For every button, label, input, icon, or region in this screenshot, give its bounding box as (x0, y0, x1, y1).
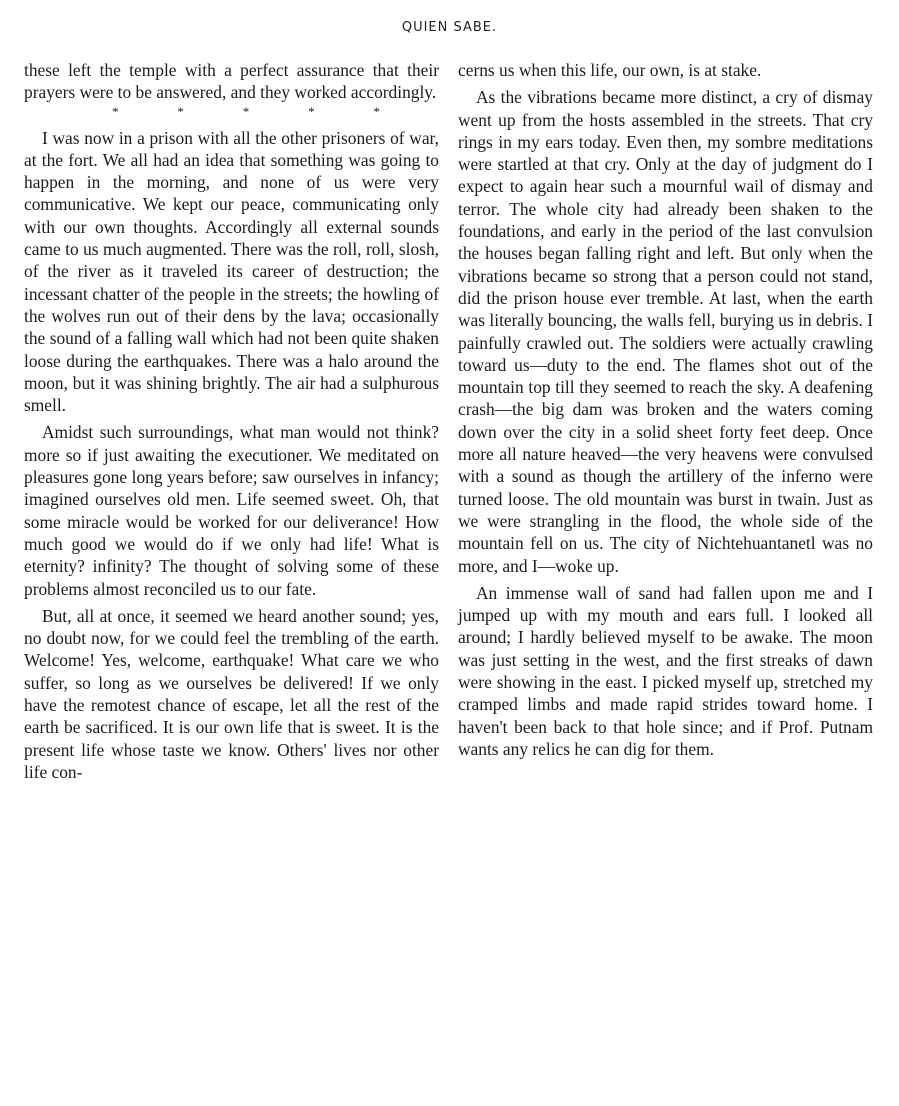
paragraph-left-3: Amidst such surroundings, what man would not think? more so if just awaiting the executioner. We meditated on pleasures gone long years before; saw ourselves in infancy; imagined ourselves old men. Life seemed sweet. Oh, that some miracle would be worked for our deliverance! How much good we would do if we only had life! What is eternity? infinity? The thought of solving some of these problems almost reconciled us to our fate. (24, 422, 439, 599)
running-title: QUIEN SABE. (401, 20, 498, 35)
paragraph-right-2: As the vibrations became more distinct, a cry of dismay went up from the hosts assembled in the streets. That cry rings in my ears today. Even then, my sombre meditations were startled at that cry. Only at the day of judgment do I expect to again hear such a mournful wail of dismay and terror. The whole city had already been shaken to the foundations, and early in the period of the last convulsion the houses began falling right and left. But only when the vibrations became so strong that a person could not stand, did the prison house ever tremble. At last, when the earth was literally bouncing, the walls fell, burying us in debris. I painfully crawled out. The soldiers were actually crawling toward us—duty to the end. The flames shot out of the mountain top till they seemed to reach the sky. A deafening crash—the big dam was broken and the waters coming down over the city in a solid sheet forty feet deep. Once more all nature heaved—the very heavens were convulsed with a sound as though the artillery of the inferno were turned loose. The old mountain was burst in twain. Just as we were strangling in the flood, the whole side of the mountain fell on us. The city of Nichtehuantanetl was no more, and I—woke up. (458, 87, 873, 576)
paragraph-left-2: I was now in a prison with all the other prisoners of war, at the fort. We all had an idea that something was going to happen in the morning, and none of us were very communicative. We kept our peace, communicating only with our own thoughts. Accordingly all external sounds came to us much augmented. There was the roll, roll, slosh, of the river as it traveled its career of destruction; the incessant chatter of the people in the streets; the howling of the wolves run out of their dens by the lava; occasionally the sound of a falling wall which had not been quite shaken loose during the earthquakes. There was a halo around the moon, but it was shining brightly. The air had a sulphurous smell. (24, 127, 439, 416)
asterisk: * (373, 103, 380, 119)
asterisk: * (177, 103, 184, 119)
asterisk: * (112, 103, 119, 119)
paragraph-right-1: cerns us when this life, our own, is at stake. (458, 60, 762, 80)
asterisk: * (308, 103, 315, 119)
paragraph-left-1: these left the temple with a perfect assurance that their prayers were to be answered, and they worked accordingly. (24, 60, 439, 103)
left-column (24, 59, 439, 783)
section-break-asterisks (112, 102, 380, 122)
asterisk: * (242, 103, 250, 119)
right-column (458, 59, 873, 760)
paragraph-left-4: But, all at once, it seemed we heard another sound; yes, no doubt now, for we could feel the trembling of the earth. Welcome! Yes, welcome, earthquake! What care we who suffer, so long as we ourselves be delivered! If we only have the remotest chance of escape, let all the rest of the earth be sacrificed. It is our own life that is sweet. It is the present life whose taste we know. Others' lives nor other life con- (24, 605, 439, 782)
paragraph-right-3: An immense wall of sand had fallen upon me and I jumped up with my mouth and ears full. I looked all around; I hardly believed myself to be awake. The moon was just setting in the west, and the first streaks of dawn were showing in the east. I picked myself up, stretched my cramped limbs and made rapid strides toward home. I haven't been back to that hole since; and if Prof. Putnam wants any relics he can dig for them. (458, 582, 873, 759)
